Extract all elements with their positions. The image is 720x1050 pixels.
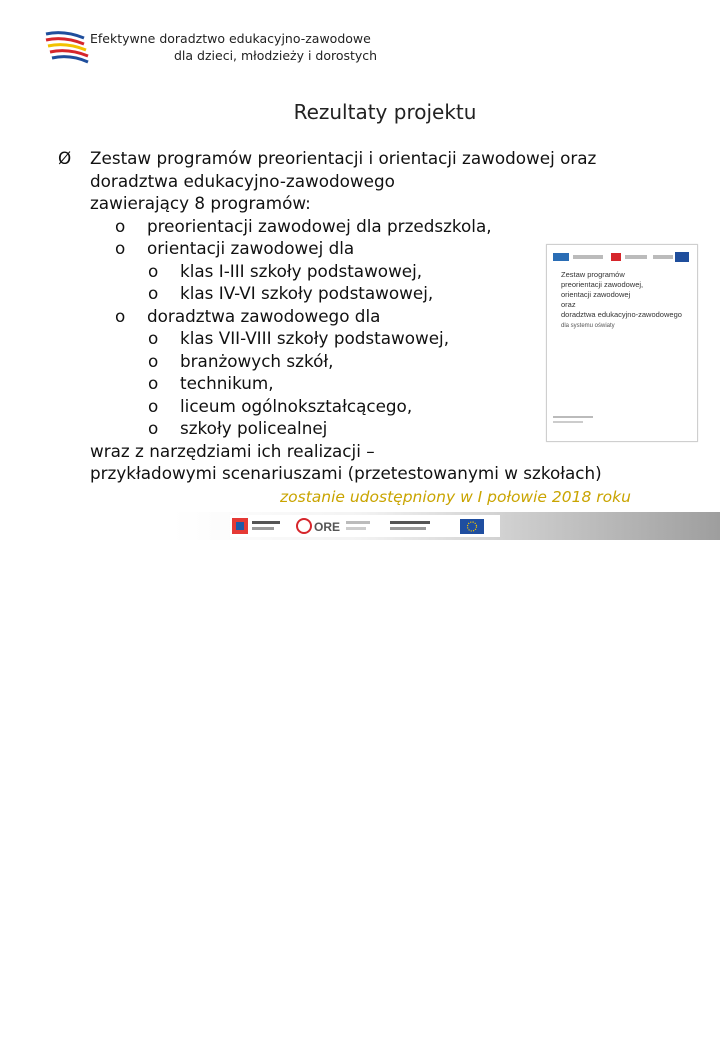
- svg-text:preorientacji zawodowej,: preorientacji zawodowej,: [561, 280, 644, 289]
- ore-logo: ●ORE: [652, 1026, 716, 1050]
- list-item-text: liceum ogólnokształcącego,: [180, 395, 413, 416]
- slide-content: [60, 147, 602, 485]
- bullet-icon: o: [148, 260, 159, 281]
- header: [0, 0, 720, 80]
- header-line-2: dla dzieci, młodzieży i dorostych: [174, 48, 378, 63]
- content-text: Zestaw programów preorientacji i orientacji zawodowej oraz: [90, 148, 597, 168]
- bullet-icon: o: [115, 238, 126, 258]
- sub-list-item: [60, 395, 602, 418]
- content-line: [60, 440, 602, 463]
- arrow-bullet-icon: Ø: [58, 148, 72, 168]
- svg-text:dla systemu oświaty: dla systemu oświaty: [561, 323, 615, 329]
- bullet-icon: o: [148, 350, 159, 371]
- content-line: [60, 170, 602, 193]
- header-line-1: Efektywne doradztwo edukacyjno-zawodowe: [90, 31, 371, 46]
- project-logo: [44, 30, 90, 66]
- list-item: [60, 237, 602, 260]
- sub-list-item: [60, 282, 602, 305]
- list-item-text: technikum,: [180, 373, 274, 393]
- list-item-text: orientacji zawodowej dla: [147, 238, 355, 258]
- ore-logo-text: ORE: [669, 1026, 716, 1050]
- availability-note: zostanie udostępniony w I połowie 2018 roku: [280, 488, 631, 506]
- bullet-icon: o: [115, 215, 126, 236]
- svg-text:doradztwa edukacyjno-zawodoweg: doradztwa edukacyjno-zawodowego: [561, 310, 682, 319]
- list-item-text: klas VII-VIII szkoły podstawowej,: [180, 328, 450, 348]
- content-line: [60, 192, 602, 215]
- svg-text:orientacji zawodowej: orientacji zawodowej: [561, 290, 631, 299]
- slide-title: Rezultaty projektu: [293, 100, 477, 124]
- bullet-icon: o: [148, 395, 159, 416]
- svg-text:Zestaw programów: Zestaw programów: [561, 270, 625, 279]
- content-line: [60, 462, 602, 485]
- document-logos: [553, 250, 691, 264]
- bullet-icon: o: [148, 283, 159, 303]
- list-item: [60, 305, 602, 328]
- list-item-text: klas I-III szkoły podstawowej,: [180, 260, 423, 281]
- sub-list-item: [60, 260, 602, 283]
- list-item-text: szkoły policealnej: [180, 418, 328, 438]
- content-text: przykładowymi scenariuszami (przetestowanymi w szkołach): [90, 463, 602, 483]
- svg-text:oraz: oraz: [561, 300, 576, 309]
- document-footer-lines: [553, 415, 613, 427]
- document-cover-image: [546, 244, 698, 442]
- list-item-text: doradztwa zawodowego dla: [147, 305, 381, 326]
- sub-list-item: [60, 372, 602, 395]
- partner-logos: [230, 515, 500, 537]
- svg-text:ORE: ORE: [314, 520, 341, 534]
- list-item-text: preorientacji zawodowej dla przedszkola,: [147, 215, 492, 236]
- content-text: doradztwa edukacyjno-zawodowego: [90, 170, 395, 191]
- list-item: [60, 215, 602, 238]
- bullet-icon: o: [115, 305, 126, 326]
- list-item-text: klas IV-VI szkoły podstawowej,: [180, 283, 434, 303]
- bullet-icon: o: [148, 418, 159, 438]
- content-text: wraz z narzędziami ich realizacji –: [90, 440, 375, 461]
- sub-list-item: [60, 417, 602, 440]
- bullet-icon: o: [148, 373, 159, 393]
- document-title-lines: [547, 265, 697, 355]
- content-line: [60, 147, 602, 170]
- list-item-text: branżowych szkół,: [180, 350, 334, 371]
- content-text: zawierający 8 programów:: [90, 193, 311, 213]
- sub-list-item: [60, 350, 602, 373]
- sub-list-item: [60, 327, 602, 350]
- header-title: [90, 30, 377, 64]
- bullet-icon: o: [148, 328, 159, 348]
- footer: [0, 512, 720, 1050]
